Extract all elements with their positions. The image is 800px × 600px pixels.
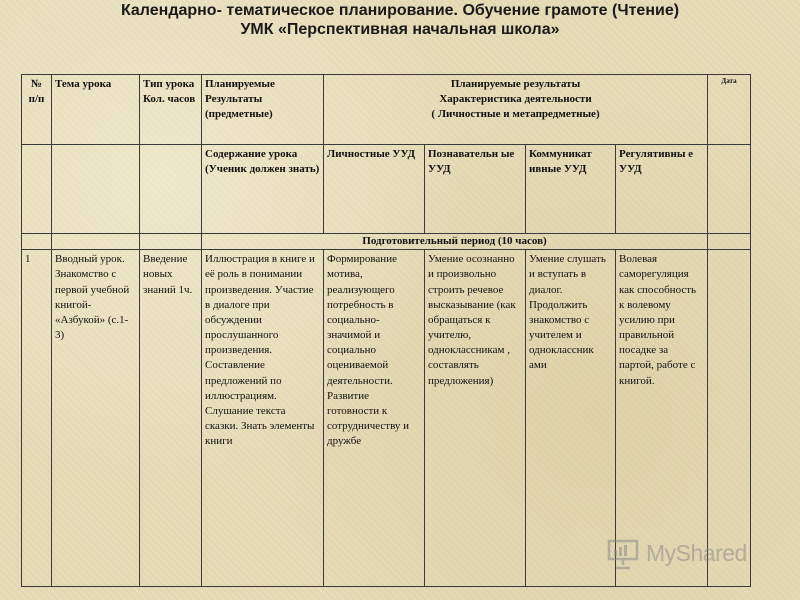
subheader-empty-type: [140, 145, 202, 234]
header-content: Содержание урока (Ученик должен знать): [202, 145, 324, 234]
header-regulatory: Регулятивны е УУД: [616, 145, 708, 234]
header-cognitive: Познавательн ые УУД: [425, 145, 526, 234]
row-personal: Формирование мотива, реализующего потребность в социально- значимой и социально оцениваемой деятельности. Развитие готовности к сотрудничеству и дружбе: [324, 250, 425, 587]
section-empty-num: [22, 234, 52, 250]
subheader-empty-topic: [52, 145, 140, 234]
header-topic: Тема урока: [52, 75, 140, 145]
header-planned-results: [324, 75, 708, 145]
header-subject-results: Планируемые Результаты (предметные): [202, 75, 324, 145]
planning-table: [21, 74, 751, 587]
row-num: 1: [22, 250, 52, 587]
subheader-empty-num: [22, 145, 52, 234]
row-regulatory: Волевая саморегуляция как способность к волевому усилию при правильной посадке за партой, работе с книгой.: [616, 250, 708, 587]
planned-results-line-1: Планируемые результаты: [450, 78, 581, 90]
section-empty-topic: [52, 234, 140, 250]
section-empty-type: [140, 234, 202, 250]
header-num: № п/п: [22, 75, 52, 145]
row-cognitive: Умение осознанно и произвольно строить речевое высказывание (как обращаться к учителю, одноклассникам , составлять предложения): [425, 250, 526, 587]
row-topic: Вводный урок. Знакомство с первой учебной книгой- «Азбукой» (с.1-3): [52, 250, 140, 587]
row-date: [708, 250, 751, 587]
header-communicative: Коммуникат ивные УУД: [526, 145, 616, 234]
section-empty-date: [708, 234, 751, 250]
header-personal: Личностные УУД: [324, 145, 425, 234]
row-type: Введение новых знаний 1ч.: [140, 250, 202, 587]
row-communicative: Умение слушать и вступать в диалог. Продолжить знакомство с учителем и одноклассник ами: [526, 250, 616, 587]
watermark-text: MyShared: [646, 540, 747, 566]
watermark: [606, 538, 766, 570]
planned-results-line-2: Характеристика деятельности: [439, 93, 592, 106]
row-content: Иллюстрация в книге и её роль в понимании произведения. Участие в диалоге при обсуждении прослушанного произведения. Составление предложений по иллюстрациям. Слушание текста сказки. Знать элементы книги: [202, 250, 324, 587]
section-title: Подготовительный период (10 часов): [202, 234, 708, 250]
page-title: Календарно- тематическое планирование. Обучение грамоте (Чтение): [120, 2, 680, 19]
page-subtitle: УМК «Перспективная начальная школа»: [240, 21, 560, 38]
header-date: Дата: [708, 75, 751, 145]
subheader-empty-date: [708, 145, 751, 234]
planned-results-line-3: ( Личностные и метапредметные): [431, 108, 600, 121]
presentation-board-icon: [606, 538, 642, 570]
header-type: Тип урока Кол. часов: [140, 75, 202, 145]
